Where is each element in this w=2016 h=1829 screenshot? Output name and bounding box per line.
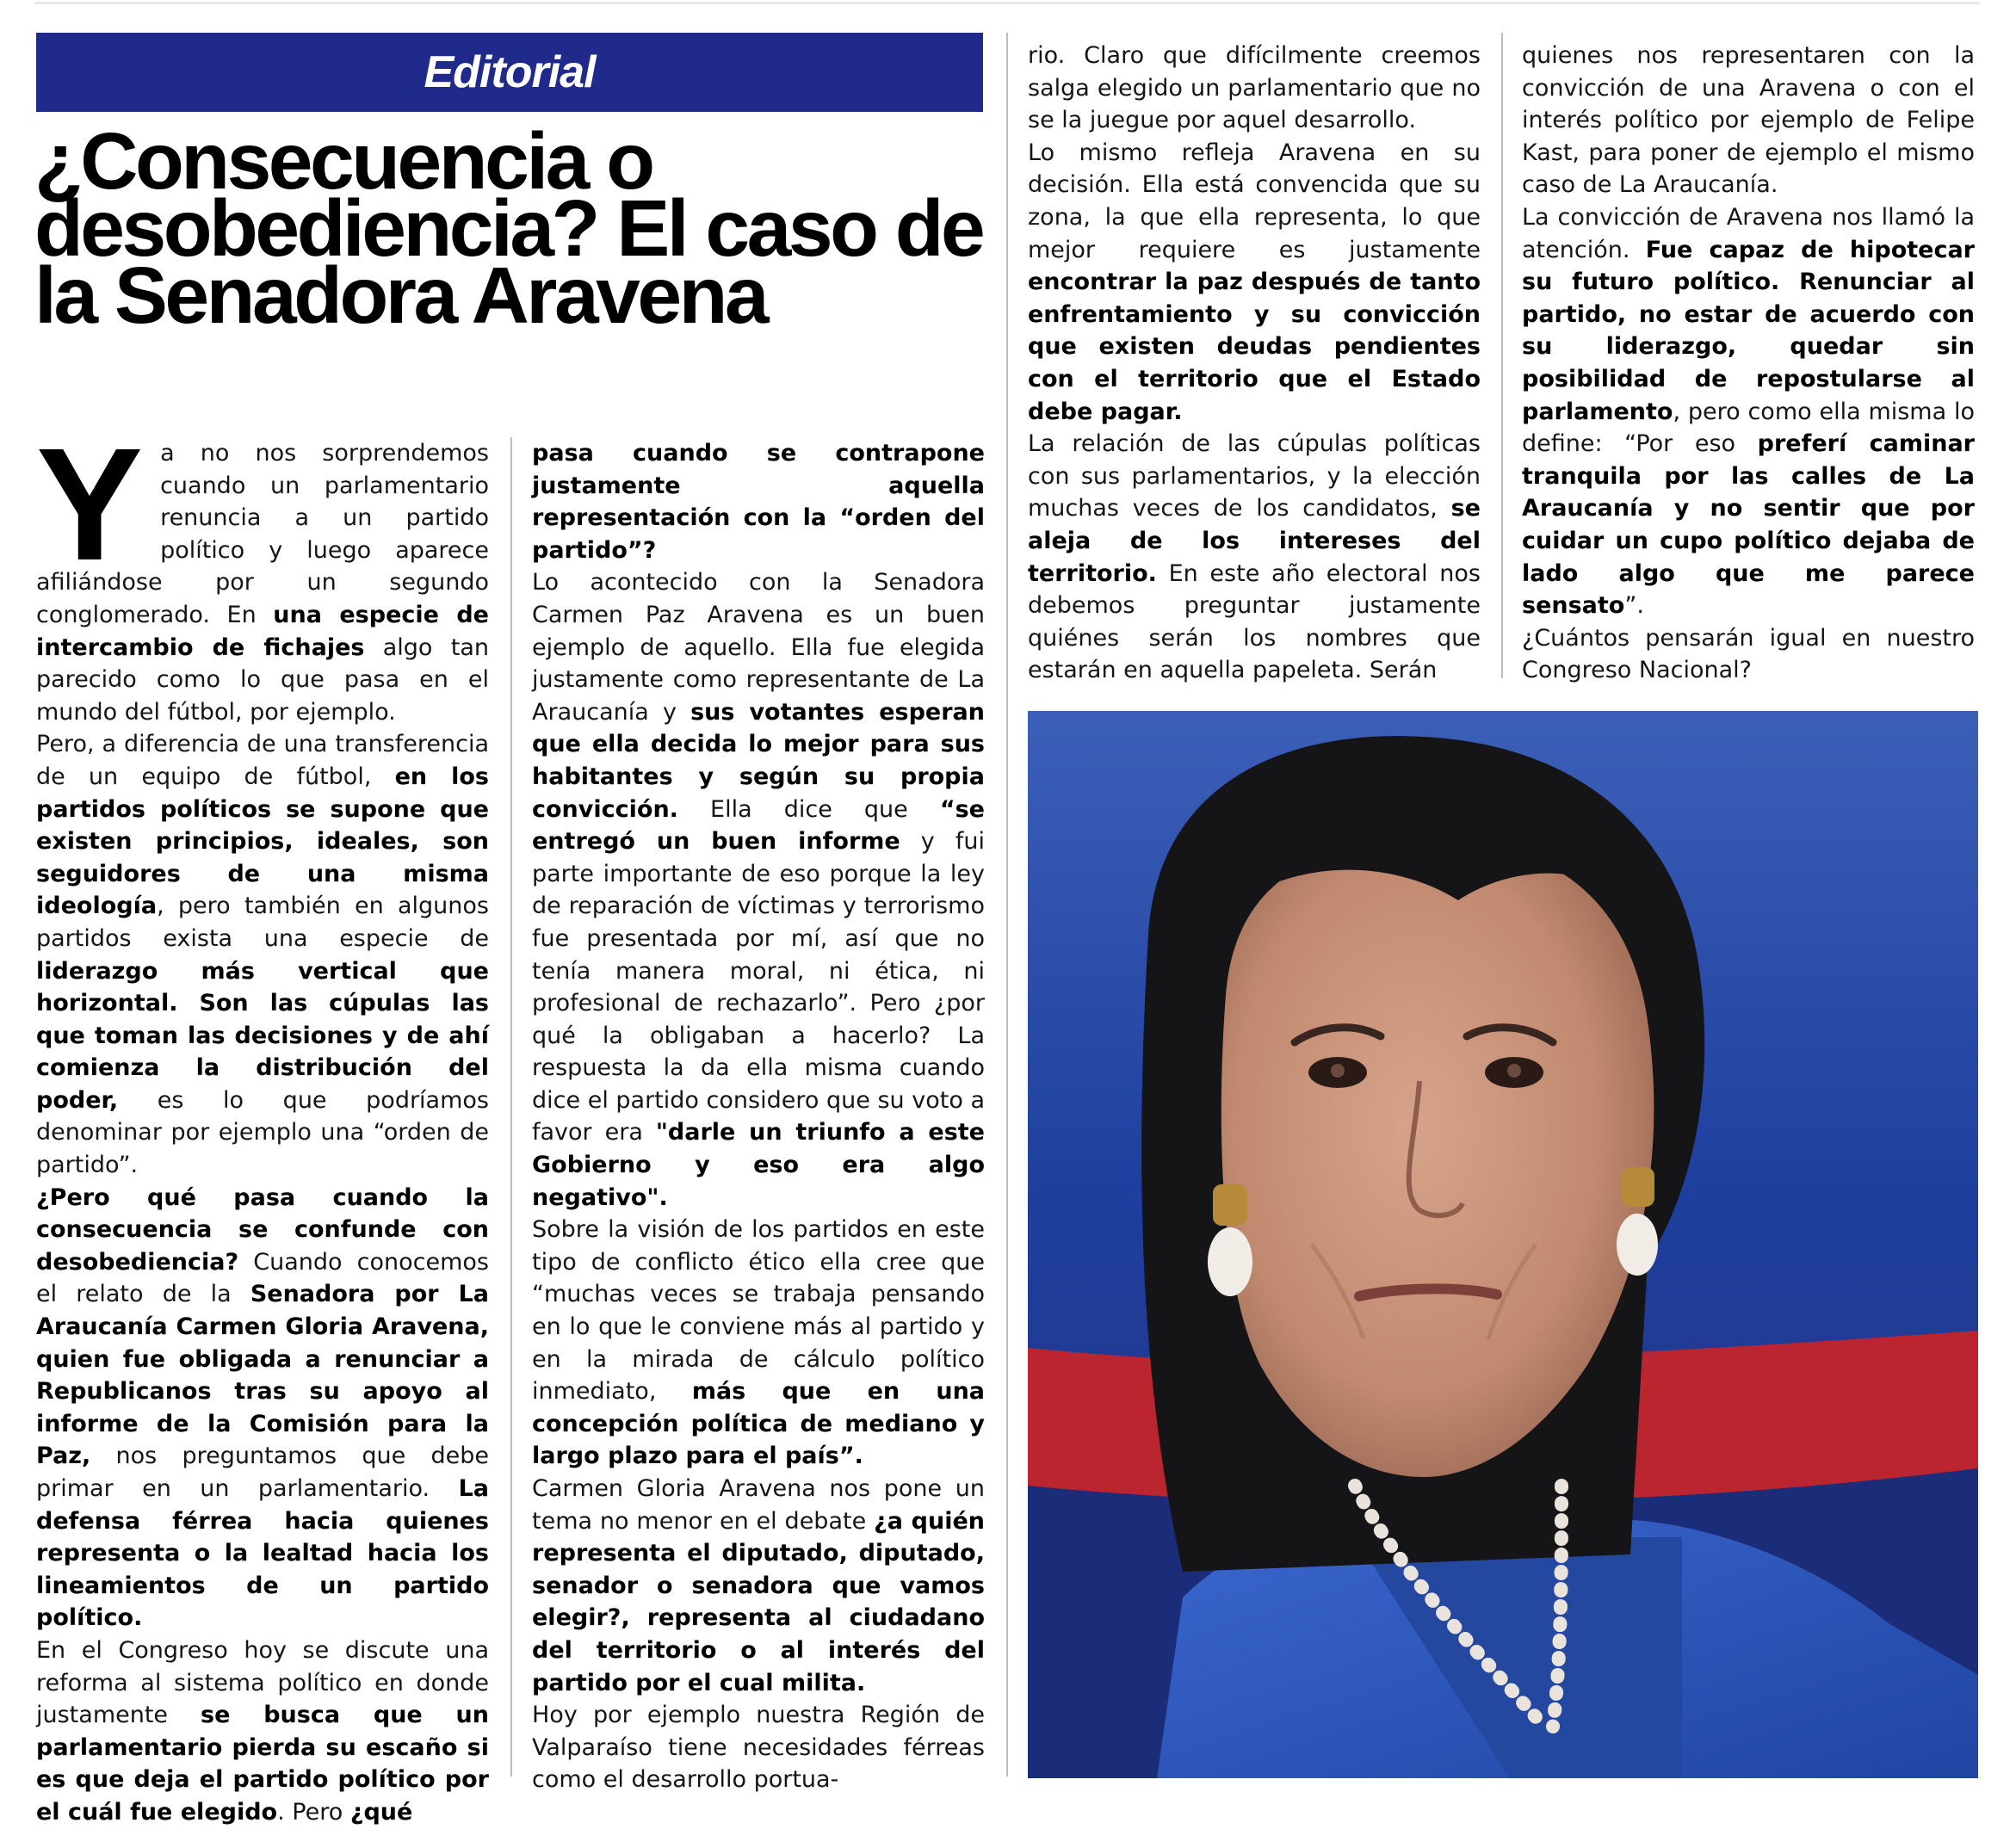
article-paragraph [532,1473,985,1699]
article-column-2 [532,437,986,1794]
article-paragraph [1028,40,1481,137]
text-run: Pero, a diferencia de una transferencia de un equipo de fútbol, [36,731,489,790]
text-run: algo tan parecido como lo que pasa en el mundo del fútbol, por ejemplo. [36,633,489,726]
drop-cap: Y [36,416,144,594]
article-paragraph [36,728,489,1181]
text-run: rio. Claro que difícilmente creemos salga elegido un parlamentario que no se la juegue por aquel desarrollo. [1028,42,1481,134]
text-run: ”. [1624,592,1644,620]
article-paragraph [532,437,985,566]
text-run: Cuando conocemos el relato de la [36,1248,489,1308]
text-run: , pero también en algunos partidos exista una especie de [36,893,489,952]
text-run: nos preguntamos que debe primar en un parlamentario. [36,1443,489,1502]
article-paragraph [1522,40,1975,201]
text-run: y fui parte importante de eso porque la ley de reparación de víctimas y terrorismo fue presentada por mí, así que no tenía manera moral, ni ética, ni profesional de rechazarlo”. Pero ¿por qué la obligaban a hacerlo? La respuesta la da ella misma cuando dice el partido considero que su voto a favor era [532,828,985,1146]
text-run: es lo que podríamos denominar por ejemplo una “orden de partido”. [36,1086,489,1179]
article-paragraph [532,1214,985,1473]
bold-text-run: una especie de intercambio de fichajes [36,601,489,661]
article-column-3 [1028,40,1481,690]
senator-portrait-photo [1028,711,1978,1778]
text-run: . Pero [277,1798,350,1826]
bold-text-run: en los partidos políticos se supone que existen principios, ideales, son seguidores de una misma ideología [36,763,489,920]
text-run: La convicción de Aravena nos llamó la atención. [1522,203,1975,263]
text-run: En este año electoral nos debemos preguntar justamente quiénes serán los nombres que estarán en aquella papeleta. Serán [1028,559,1481,684]
article-paragraph [1028,428,1481,687]
article-column-1 [36,416,490,1826]
top-divider [34,2,1980,4]
text-run: En el Congreso hoy se discute una reforma al sistema político en donde justamente [36,1636,489,1729]
bold-text-run: sus votantes esperan que ella decida lo mejor para sus habitantes y según su propia convicción. [532,698,985,823]
text-run: Carmen Gloria Aravena nos pone un tema no menor en el debate [532,1475,985,1535]
text-run: a no nos sorprendemos cuando un parlamentario renuncia a un partido político y luego aparece afiliándose por un segundo conglomerado. En [36,440,489,628]
column-divider [1501,33,1503,678]
article-paragraph [36,1634,489,1829]
bold-text-run: ¿a quién representa el diputado, diputado, senador o senadora que vamos elegir?, representa al ciudadano del territorio o al interés del partido por el cual milita. [532,1507,985,1696]
bold-text-run: más que en una concepción política de mediano y largo plazo para el país”. [532,1378,986,1470]
headline: ¿Consecuencia o desobediencia? El caso de la Senadora Aravena [34,116,983,340]
article-paragraph [1522,201,1975,622]
article-paragraph [532,1699,985,1796]
bold-text-run: Senadora por La Araucanía Carmen Gloria Aravena, quien fue obligada a renunciar a Republicanos tras su apoyo al informe de la Comisión para la Paz, [36,1281,490,1470]
bold-text-run: ¿Pero qué pasa cuando la consecuencia se confunde con desobediencia? [36,1183,489,1276]
bold-text-run: encontrar la paz después de tanto enfrentamiento y su convicción que existen deudas pendientes con el territorio que el Estado debe pagar. [1028,269,1481,425]
article-paragraph [1522,622,1975,687]
bold-text-run: “se entregó un buen informe [532,795,985,856]
bold-text-run: se busca que un parlamentario pierda su escaño si es que deja el partido político por el cuál fue elegido [36,1702,489,1826]
text-run: Ella dice que [677,795,940,823]
article-paragraph [532,566,985,1214]
bold-text-run: Fue capaz de hipotecar su futuro político. Renunciar al partido, no estar de acuerdo con su liderazgo, quedar sin posibilidad de repostularse al parlamento [1522,236,1975,425]
bold-text-run: "darle un triunfo a este Gobierno y eso era algo negativo". [532,1119,985,1211]
bold-text-run: se aleja de los intereses del territorio. [1028,495,1481,587]
bold-text-run: ¿qué [349,1798,413,1826]
column-divider [1006,33,1008,1776]
article-paragraph [36,1182,489,1634]
bold-text-run: preferí caminar tranquila por las calles de La Araucanía y no sentir que por cuidar un cupo político dejaba de lado algo que me parece sensato [1522,430,1975,620]
section-banner: Editorial [36,33,983,112]
article-column-4 [1522,40,1975,684]
text-run: Sobre la visión de los partidos en este tipo de conflicto ético ella cree que “muchas veces se trabaja pensando en lo que le conviene más al partido y en la mirada de cálculo político inmediato, [532,1216,985,1406]
article-paragraph [1028,137,1481,428]
text-run: Lo mismo refleja Aravena en su decisión. Ella está convencida que su zona, la que ella representa, lo que mejor requiere es justamente [1028,139,1481,263]
text-run: , pero como ella misma lo define: “Por eso [1522,398,1975,458]
bold-text-run: liderazgo más vertical que horizontal. Son las cúpulas las que toman las decisiones y de ahí comienza la distribución del poder, [36,957,489,1114]
text-run: quienes nos representaren con la convicción de una Aravena o con el interés político por ejemplo de Felipe Kast, para poner de ejemplo el mismo caso de La Araucanía. [1522,42,1975,199]
text-run: Hoy por ejemplo nuestra Región de Valparaíso tiene necesidades férreas como el desarrollo portua- [532,1702,985,1794]
bold-text-run: pasa cuando se contrapone justamente aquella representación con la “orden del partido”? [532,440,985,564]
text-run: La relación de las cúpulas políticas con sus parlamentarios, y la elección muchas veces de los candidatos, [1028,430,1481,522]
text-run: ¿Cuántos pensarán igual en nuestro Congreso Nacional? [1522,624,1975,684]
bold-text-run: La defensa férrea hacia quienes representa o la lealtad hacia los lineamientos de un partido político. [36,1475,489,1632]
text-run: Lo acontecido con la Senadora Carmen Paz Aravena es un buen ejemplo de aquello. Ella fue elegida justamente como representante de La Araucanía y [532,569,985,726]
column-divider [510,437,512,1776]
